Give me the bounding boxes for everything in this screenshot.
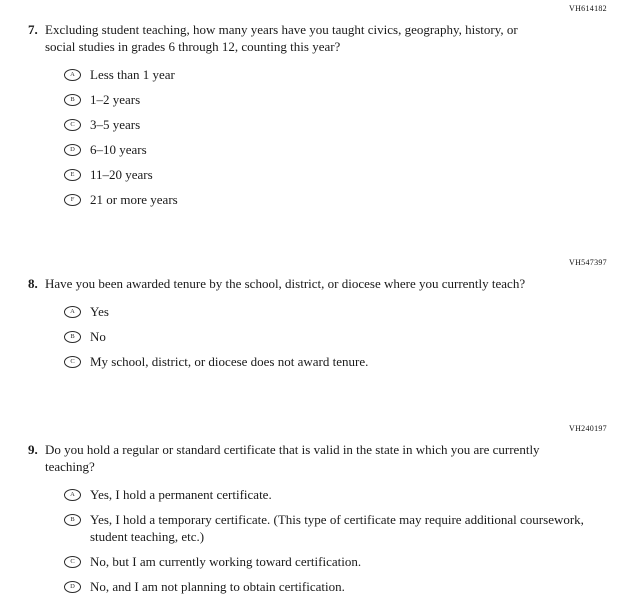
question-number: 7.	[28, 22, 38, 37]
oval-letter: F	[70, 195, 75, 203]
option-label: 21 or more years	[90, 192, 178, 207]
option-label: Yes, I hold a permanent certificate.	[90, 487, 272, 502]
oval-letter: B	[70, 515, 75, 523]
answer-oval[interactable]	[64, 514, 81, 526]
answer-options	[64, 66, 607, 208]
answer-options	[64, 486, 607, 595]
accession-code-row	[28, 4, 607, 14]
answer-option[interactable]	[64, 486, 607, 503]
question-row	[28, 21, 607, 55]
option-label: My school, district, or diocese does not award tenure.	[90, 354, 369, 369]
answer-option[interactable]	[64, 116, 607, 133]
answer-option[interactable]	[64, 303, 607, 320]
question-text: Excluding student teaching, how many years have you taught civics, geography, history, or social studies in grades 6 through 12, counting this year?	[45, 22, 518, 54]
question-text: Have you been awarded tenure by the school, district, or diocese where you currently teach?	[45, 276, 526, 291]
option-label: Less than 1 year	[90, 67, 175, 82]
oval-letter: D	[70, 145, 75, 153]
answer-option[interactable]	[64, 553, 607, 570]
answer-options	[64, 303, 607, 370]
option-label: No, but I am currently working toward certification.	[90, 554, 362, 569]
answer-option[interactable]	[64, 191, 607, 208]
question-block-7	[28, 4, 607, 208]
question-row	[28, 441, 607, 475]
option-label: 3–5 years	[90, 117, 141, 132]
accession-code-row	[28, 258, 607, 268]
answer-option[interactable]	[64, 328, 607, 345]
answer-option[interactable]	[64, 511, 607, 545]
answer-oval[interactable]	[64, 581, 81, 593]
answer-oval[interactable]	[64, 306, 81, 318]
answer-oval[interactable]	[64, 331, 81, 343]
question-block-8	[28, 258, 607, 370]
answer-option[interactable]	[64, 66, 607, 83]
oval-letter: C	[70, 557, 75, 565]
question-number: 9.	[28, 442, 38, 457]
accession-code: VH614182	[569, 4, 607, 13]
oval-letter: B	[70, 95, 75, 103]
option-label: No	[90, 329, 106, 344]
oval-letter: A	[70, 70, 75, 78]
answer-oval[interactable]	[64, 119, 81, 131]
accession-code-row	[28, 424, 607, 434]
oval-letter: D	[70, 582, 75, 590]
option-label: No, and I am not planning to obtain certification.	[90, 579, 345, 594]
accession-code: VH547397	[569, 258, 607, 267]
option-label: Yes, I hold a temporary certificate. (This type of certificate may require additional coursework, student teaching, etc.)	[90, 512, 584, 544]
answer-oval[interactable]	[64, 489, 81, 501]
oval-letter: A	[70, 490, 75, 498]
question-block-9	[28, 424, 607, 595]
answer-oval[interactable]	[64, 144, 81, 156]
option-label: 6–10 years	[90, 142, 147, 157]
option-label: 1–2 years	[90, 92, 141, 107]
oval-letter: E	[70, 170, 75, 178]
oval-letter: B	[70, 332, 75, 340]
answer-option[interactable]	[64, 141, 607, 158]
answer-option[interactable]	[64, 166, 607, 183]
oval-letter: C	[70, 120, 75, 128]
option-label: 11–20 years	[90, 167, 153, 182]
answer-oval[interactable]	[64, 169, 81, 181]
answer-option[interactable]	[64, 353, 607, 370]
answer-oval[interactable]	[64, 94, 81, 106]
question-number: 8.	[28, 276, 38, 291]
oval-letter: C	[70, 357, 75, 365]
question-text: Do you hold a regular or standard certificate that is valid in the state in which you are currently teaching?	[45, 442, 540, 474]
answer-oval[interactable]	[64, 69, 81, 81]
oval-letter: A	[70, 307, 75, 315]
question-row	[28, 275, 607, 292]
answer-oval[interactable]	[64, 356, 81, 368]
answer-oval[interactable]	[64, 194, 81, 206]
answer-oval[interactable]	[64, 556, 81, 568]
answer-option[interactable]	[64, 91, 607, 108]
option-label: Yes	[90, 304, 109, 319]
accession-code: VH240197	[569, 424, 607, 433]
answer-option[interactable]	[64, 578, 607, 595]
